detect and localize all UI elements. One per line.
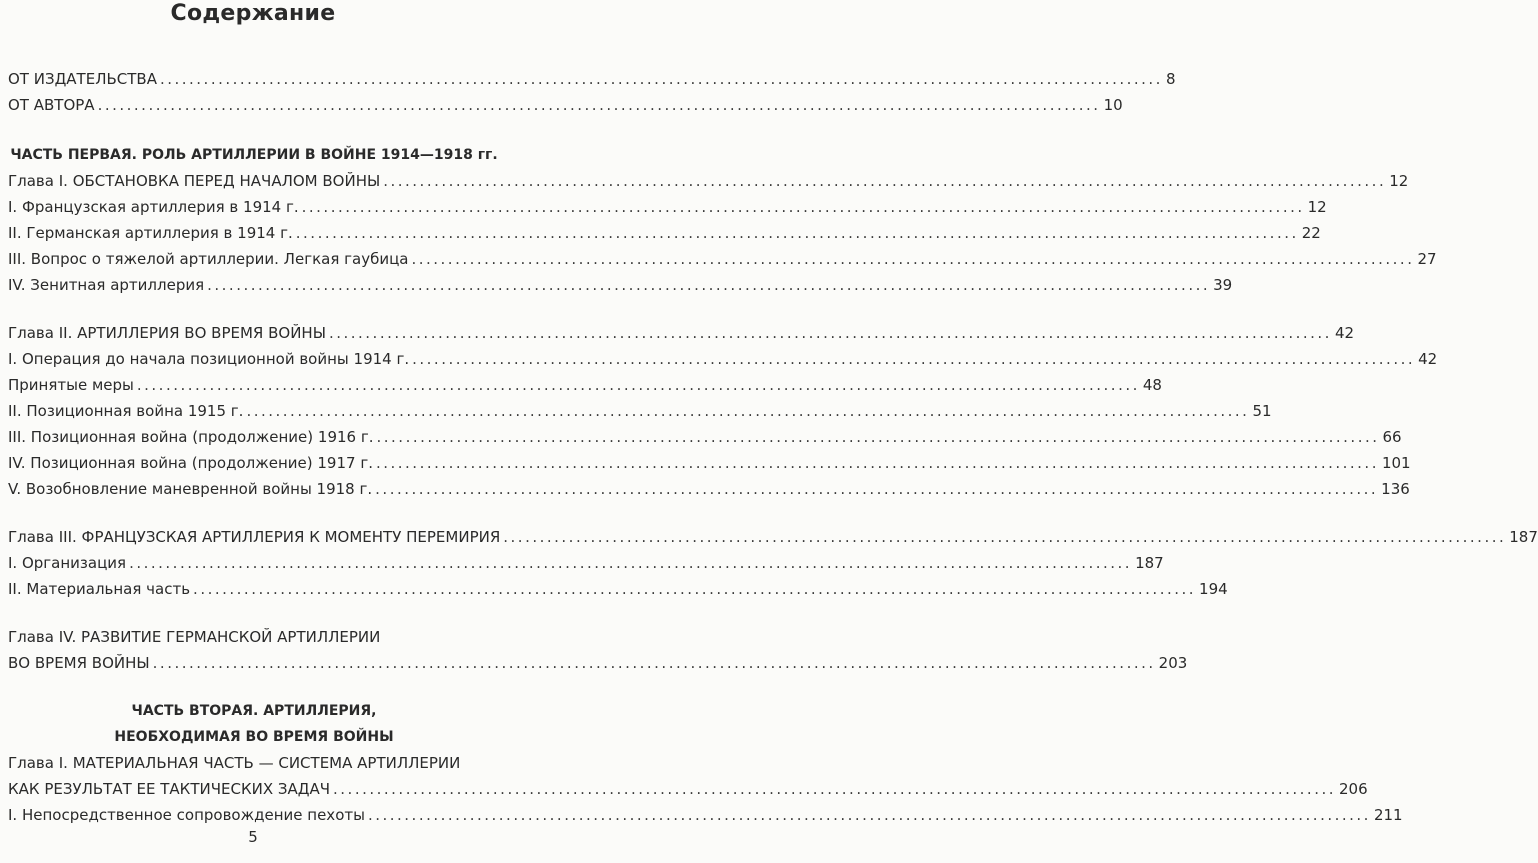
toc-entry bbox=[8, 776, 1368, 802]
toc-entry bbox=[8, 524, 1538, 550]
toc-entry bbox=[8, 194, 1327, 220]
dot-leader bbox=[333, 776, 1336, 802]
toc-entry-label: I. Непосредственное сопровождение пехоты bbox=[8, 806, 365, 824]
toc-page-number: 206 bbox=[1339, 780, 1368, 798]
toc-page-number: 203 bbox=[1158, 654, 1188, 672]
toc-entry-label: IV. Зенитная артиллерия bbox=[8, 276, 205, 294]
toc-entry bbox=[8, 424, 1402, 450]
toc-entry bbox=[8, 398, 1272, 424]
toc-entry bbox=[8, 66, 1176, 92]
toc-page-number: 101 bbox=[1381, 454, 1411, 472]
dot-leader bbox=[412, 346, 1415, 372]
toc-page-number: 39 bbox=[1213, 276, 1233, 294]
dot-leader bbox=[137, 372, 1140, 398]
toc-page-number: 12 bbox=[1389, 172, 1409, 190]
toc-entry-line bbox=[8, 750, 500, 776]
toc-entry bbox=[8, 576, 1228, 602]
dot-leader bbox=[207, 272, 1210, 298]
toc-entry bbox=[8, 650, 1188, 676]
toc-entry-label: Глава III. ФРАНЦУЗСКАЯ АРТИЛЛЕРИЯ К МОМЕНТУ ПЕРЕМИРИЯ bbox=[8, 528, 501, 546]
toc-entry bbox=[8, 802, 1403, 828]
toc-entry-label: Принятые меры bbox=[8, 376, 134, 394]
toc-entry bbox=[8, 272, 1233, 298]
toc-entry-label: ВО ВРЕМЯ ВОЙНЫ bbox=[8, 654, 150, 672]
toc-entry bbox=[8, 346, 1438, 372]
part-heading: НЕОБХОДИМАЯ ВО ВРЕМЯ ВОЙНЫ bbox=[114, 729, 394, 745]
dot-leader bbox=[296, 220, 1299, 246]
toc-page-number: 48 bbox=[1142, 376, 1162, 394]
toc-page-number: 8 bbox=[1165, 70, 1176, 88]
toc-page-number: 12 bbox=[1307, 198, 1327, 216]
toc-page-number: 187 bbox=[1509, 528, 1538, 546]
dot-leader bbox=[98, 92, 1101, 118]
toc-entry-label: III. Позиционная война (продолжение) 1916 г. bbox=[8, 428, 374, 446]
dot-leader bbox=[411, 246, 1414, 272]
toc-entry-label: Глава I. ОБСТАНОВКА ПЕРЕД НАЧАЛОМ ВОЙНЫ bbox=[8, 172, 381, 190]
toc-page-number: 66 bbox=[1382, 428, 1402, 446]
toc-entry bbox=[8, 92, 1123, 118]
toc-entry-label: Глава I. МАТЕРИАЛЬНАЯ ЧАСТЬ — СИСТЕМА АРТИЛЛЕРИИ bbox=[8, 754, 461, 772]
toc-entry-label: V. Возобновление маневренной войны 1918 г. bbox=[8, 480, 373, 498]
dot-leader bbox=[376, 450, 1379, 476]
dot-leader bbox=[246, 398, 1249, 424]
toc-entry-line bbox=[8, 624, 500, 650]
dot-leader bbox=[368, 802, 1371, 828]
dot-leader bbox=[377, 424, 1380, 450]
toc-page-number: 51 bbox=[1252, 402, 1272, 420]
dot-leader bbox=[329, 320, 1332, 346]
toc-entry bbox=[8, 320, 1355, 346]
dot-leader bbox=[375, 476, 1378, 502]
dot-leader bbox=[302, 194, 1305, 220]
toc-entry-label: I. Французская артиллерия в 1914 г. bbox=[8, 198, 299, 216]
toc-entry bbox=[8, 246, 1437, 272]
dot-leader bbox=[503, 524, 1506, 550]
toc-page-number: 22 bbox=[1301, 224, 1321, 242]
toc-entry-label: II. Материальная часть bbox=[8, 580, 191, 598]
toc-page-number: 10 bbox=[1103, 96, 1123, 114]
page-title: Содержание bbox=[170, 1, 336, 26]
toc-page-number: 42 bbox=[1418, 350, 1438, 368]
toc-page-number: 27 bbox=[1417, 250, 1437, 268]
table-of-contents bbox=[8, 66, 1538, 828]
toc-entry bbox=[8, 550, 1164, 576]
dot-leader bbox=[153, 650, 1156, 676]
toc-entry-label: ОТ АВТОРА bbox=[8, 96, 95, 114]
toc-entry-label: IV. Позиционная война (продолжение) 1917 г. bbox=[8, 454, 373, 472]
toc-entry-label: Глава IV. РАЗВИТИЕ ГЕРМАНСКОЙ АРТИЛЛЕРИИ bbox=[8, 628, 381, 646]
toc-entry-label: II. Позиционная война 1915 г. bbox=[8, 402, 244, 420]
toc-entry bbox=[8, 450, 1411, 476]
dot-leader bbox=[160, 66, 1163, 92]
toc-page-number: 42 bbox=[1334, 324, 1355, 342]
toc-entry-label: I. Организация bbox=[8, 554, 127, 572]
toc-entry-label: II. Германская артиллерия в 1914 г. bbox=[8, 224, 293, 242]
toc-entry bbox=[8, 476, 1410, 502]
part-heading: ЧАСТЬ ВТОРАЯ. АРТИЛЛЕРИЯ, bbox=[131, 703, 377, 719]
page-number-footer: 5 bbox=[248, 828, 258, 846]
toc-page-number: 194 bbox=[1199, 580, 1228, 598]
toc-entry bbox=[8, 372, 1162, 398]
toc-entry bbox=[8, 220, 1321, 246]
toc-entry-label: КАК РЕЗУЛЬТАТ ЕЕ ТАКТИЧЕСКИХ ЗАДАЧ bbox=[8, 780, 331, 798]
toc-entry-label: Глава II. АРТИЛЛЕРИЯ ВО ВРЕМЯ ВОЙНЫ bbox=[8, 324, 326, 342]
toc-page-number: 211 bbox=[1373, 806, 1403, 824]
toc-page-number: 187 bbox=[1135, 554, 1164, 572]
toc-entry-label: ОТ ИЗДАТЕЛЬСТВА bbox=[8, 70, 157, 88]
toc-entry bbox=[8, 168, 1409, 194]
dot-leader bbox=[383, 168, 1386, 194]
toc-entry-label: III. Вопрос о тяжелой артиллерии. Легкая гаубица bbox=[8, 250, 409, 268]
dot-leader bbox=[193, 576, 1196, 602]
dot-leader bbox=[129, 550, 1132, 576]
toc-entry-label: I. Операция до начала позиционной войны 1914 г. bbox=[8, 350, 410, 368]
toc-page-number: 136 bbox=[1381, 480, 1410, 498]
part-heading: ЧАСТЬ ПЕРВАЯ. РОЛЬ АРТИЛЛЕРИИ В ВОЙНЕ 1914—1918 гг. bbox=[10, 147, 498, 163]
